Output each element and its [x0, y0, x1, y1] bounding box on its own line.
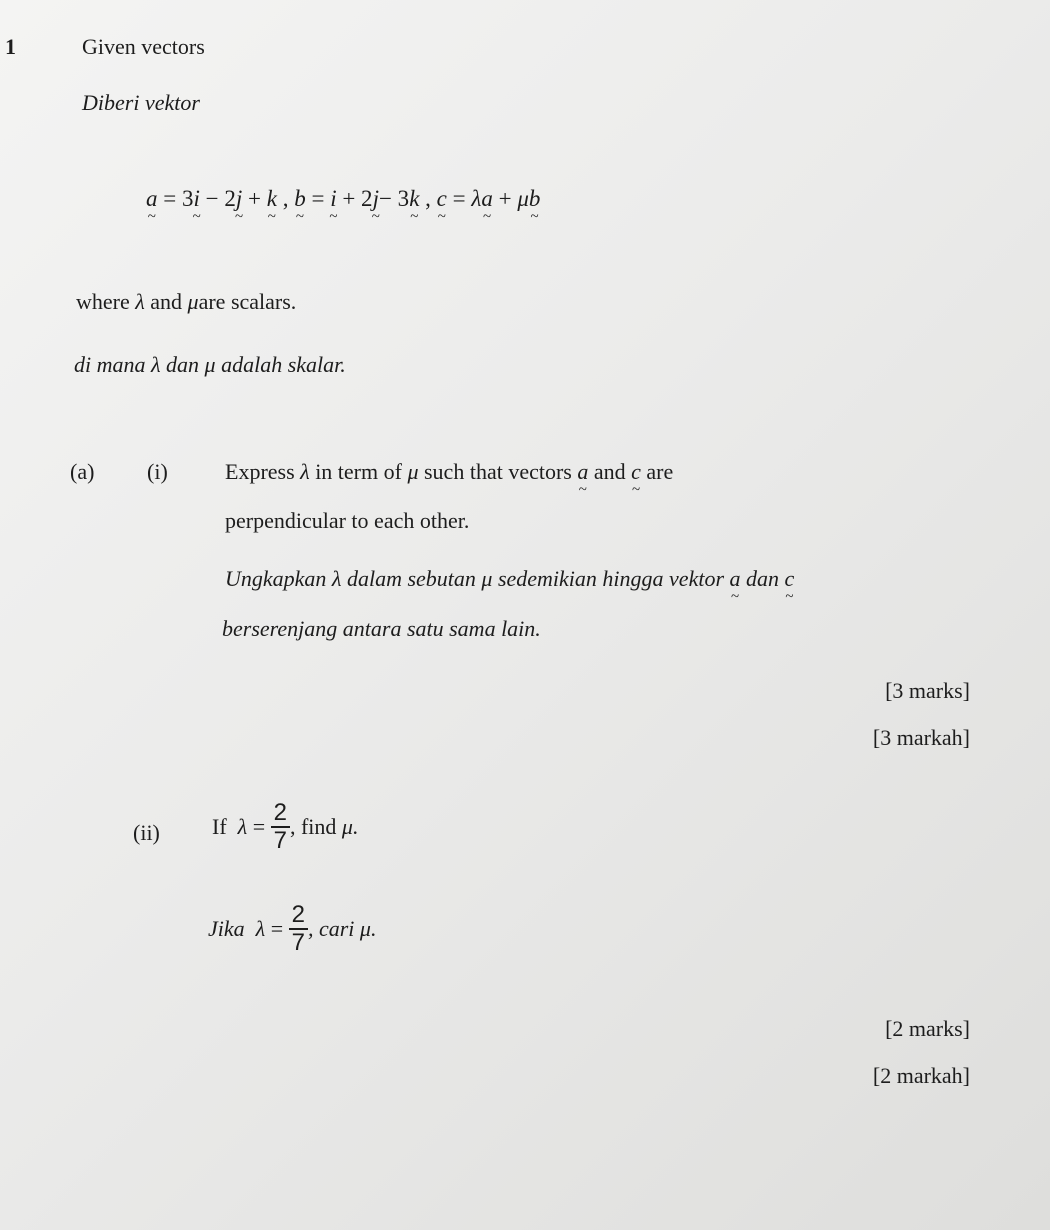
sub-i-english-line1: Express λ in term of μ such that vectors a ~ and c ~ are [225, 459, 673, 485]
sub-i-label: (i) [147, 459, 168, 484]
question-number: 1 [5, 34, 16, 59]
fraction-two-sevenths: $\frac{2}{7}$ [271, 800, 290, 854]
vector-c: c ~ [437, 186, 447, 212]
part-a-label: (a) [70, 459, 95, 484]
sub-ii-label: (ii) [133, 820, 160, 845]
vector-a: a ~ [146, 186, 158, 212]
vector-b: b ~ [294, 186, 306, 212]
fraction-two-sevenths-malay: $\frac{2}{7}$ [289, 902, 308, 956]
marks-malay-i: [3 markah] [872, 725, 970, 750]
sub-i-malay-line1: Ungkapkan λ dalam sebutan μ sedemikian hingga vektor a ~ dan c ~ [225, 566, 794, 592]
where-malay: di mana λ dan μ adalah skalar. [74, 352, 346, 377]
intro-english: Given vectors [82, 34, 205, 59]
sub-i-malay-line2: berserenjang antara satu sama lain. [222, 616, 541, 641]
marks-english-ii: [2 marks] [885, 1016, 970, 1041]
marks-malay-ii: [2 markah] [872, 1063, 970, 1088]
sub-ii-malay: Jika λ = $\frac{2}{7}$ , cari μ. [208, 901, 377, 956]
vector-equations: a ~ = 3i ~ − 2j ~ + k ~ , b ~ = i ~ + 2j ~− 3k ~ , c ~ = λa ~ + μb ~ [146, 186, 540, 212]
sub-i-english-line2: perpendicular to each other. [225, 508, 470, 533]
where-english: where λ and μare scalars. [76, 289, 297, 314]
marks-english-i: [3 marks] [885, 678, 970, 703]
intro-malay: Diberi vektor [82, 90, 200, 115]
sub-ii-english: If λ = $\frac{2}{7}$ , find μ. [212, 799, 359, 854]
